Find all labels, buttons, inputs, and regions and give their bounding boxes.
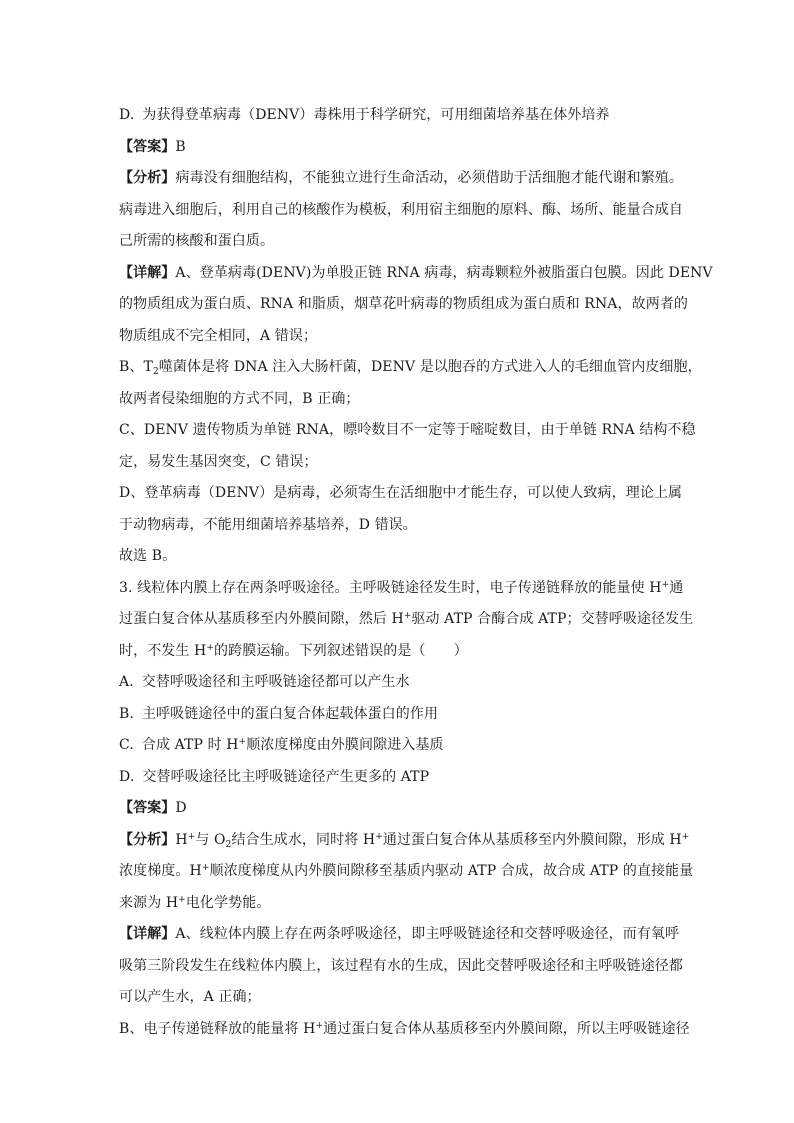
q3-option-b: B. 主呼吸链途径中的蛋白复合体起载体蛋白的作用 [119,705,439,722]
q3-detail-line-2: 吸第三阶段发生在线粒体内膜上，该过程有水的生成，因此交替呼吸途径和主呼吸链途径都 [119,957,683,974]
q2-analysis-line-2: 病毒进入细胞后，利用自己的核酸作为模板，利用宿主细胞的原料、酶、场所、能量合成自 [119,201,683,218]
q2-analysis-line-1: 【分析】病毒没有细胞结构，不能独立进行生命活动，必须借助于活细胞才能代谢和繁殖。 [119,170,684,186]
detail-tag: 【详解】 [119,264,176,281]
q2-detail-d-line-2: 于动物病毒，不能用细菌培养基培养，D 错误。 [119,516,417,533]
q3-option-d: D. 交替呼吸途径比主呼吸链途径产生更多的 ATP [119,768,430,785]
q2-detail-c-line-1: C、DENV 遗传物质为单链 RNA，嘌呤数目不一定等于嘧啶数目，由于单链 RNA 结构不稳 [119,422,696,438]
analysis-tag: 【分析】 [119,831,176,848]
q3-answer [119,793,679,825]
q2-conclusion: 故选 B。 [119,548,177,564]
q3-detail-line-1: 【详解】A、线粒体内膜上存在两条呼吸途径，即主呼吸链途径和交替呼吸途径，而有氧呼 [119,926,680,942]
q3-stem-line-2: 过蛋白复合体从基质移至内外膜间隙，然后 H+驱动 ATP 合酶合成 ATP；交替呼吸途径发生 [119,611,694,627]
answer-value: B [175,138,186,155]
answer-tag: 【答案】 [119,800,176,816]
answer-tag: 【答案】 [119,138,176,155]
q2-detail-line-3: 物质组成不完全相同，A 错误； [119,327,318,344]
q3-analysis-line-1: 【分析】H+与 $O_2$结合生成水，同时将 H+通过蛋白复合体从基质移至内外膜间隙，形成 H+ [119,831,690,850]
q3-option-c: C. 合成 ATP 时 H+顺浓度梯度由外膜间隙进入基质 [119,737,444,753]
document-body [119,100,713,1045]
q3-detail-b-line-1: B、电子传递链释放的能量将 H+通过蛋白复合体从基质移至内外膜间隙，所以主呼吸链途径 [119,1020,690,1037]
q2-analysis-line-3: 己所需的核酸和蛋白质。 [119,233,275,249]
q2-detail-c-line-2: 定，易发生基因突变，C 错误； [119,453,318,470]
q3-detail-line-3: 可以产生水，A 正确； [119,989,261,1005]
q2-answer [119,132,679,164]
q3-stem-line-1: 3. 线粒体内膜上存在两条呼吸途径。主呼吸链途径发生时，电子传递链释放的能量使 H+通 [119,579,684,596]
analysis-tag: 【分析】 [119,170,176,186]
q3-stem-line-3: 时，不发生 H+的跨膜运输。下列叙述错误的是（ ） [119,642,468,659]
q2-detail-d-line-1: D、登革病毒（DENV）是病毒，必须寄生在活细胞中才能生存，可以使人致病，理论上属 [119,485,683,501]
q2-option-d: D. 为获得登革病毒（DENV）毒株用于科学研究，可用细菌培养基在体外培养 [119,107,610,123]
q2-detail-line-2: 的物质组成为蛋白质、RNA 和脂质，烟草花叶病毒的物质组成为蛋白质和 RNA，故两者的 [119,296,689,312]
q2-detail-line-1: 【详解】A、登革病毒(DENV)为单股正链 RNA 病毒，病毒颗粒外被脂蛋白包膜。因此 DENV [119,264,713,281]
q3-analysis-line-3: 来源为 H+电化学势能。 [119,894,271,911]
detail-tag: 【详解】 [119,926,176,942]
q2-detail-b-line-1: B、$T_2$噬菌体是将 DNA 注入大肠杆菌，DENV 是以胞吞的方式进入人的毛细血管内皮细胞， [119,359,702,377]
q3-analysis-line-2: 浓度梯度。H+顺浓度梯度从内外膜间隙移至基质内驱动 ATP 合成，故合成 ATP 的直接能量 [119,863,694,879]
q3-option-a: A. 交替呼吸途径和主呼吸链途径都可以产生水 [119,674,410,690]
q2-detail-b-line-2: 故两者侵染细胞的方式不同，B 正确； [119,390,360,407]
answer-value: D [175,800,187,816]
